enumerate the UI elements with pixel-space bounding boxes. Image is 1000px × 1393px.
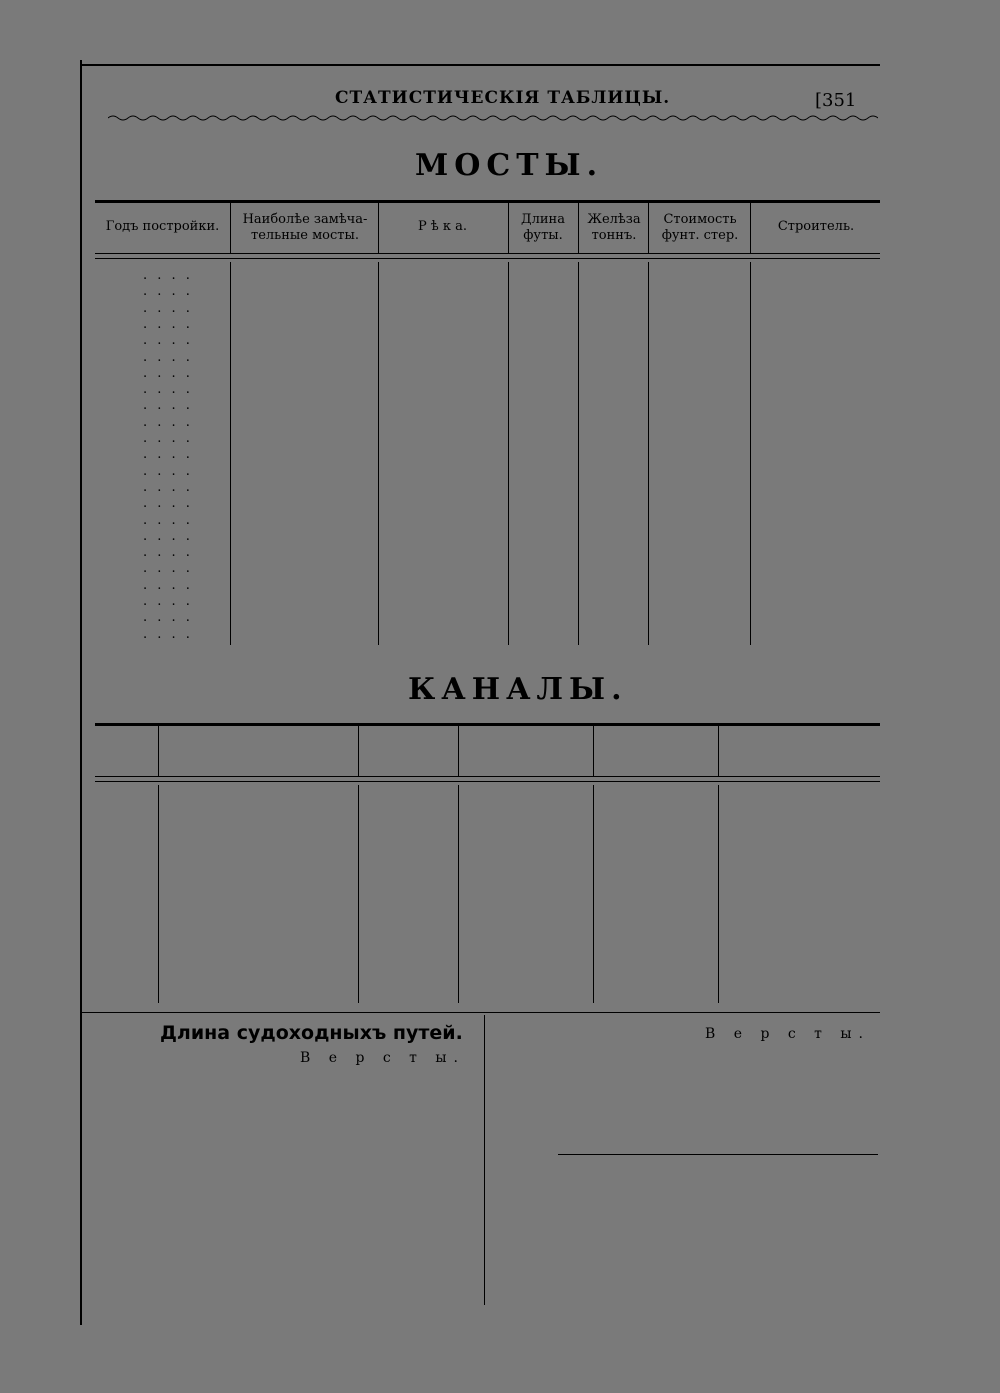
canals-header-rule-2	[95, 781, 880, 782]
canals-col-rule	[458, 726, 459, 776]
bridges-body-col-rule	[578, 262, 579, 645]
bridges-col-rule	[648, 203, 649, 253]
leader-dots: . . . .	[143, 479, 193, 495]
canals-col-rule	[158, 726, 159, 776]
bridges-body-col-rule	[378, 262, 379, 645]
waterways-title: Длина судоходныхъ путей.	[160, 1022, 463, 1044]
bridges-column-header: Наиболѣе замѣча- тельные мосты.	[242, 212, 368, 243]
waterways-versty-left: В е р с т ы.	[300, 1050, 465, 1066]
bridges-column-header: Годъ постройки.	[105, 219, 220, 234]
bridges-col-rule	[750, 203, 751, 253]
leader-dots: . . . .	[143, 349, 193, 365]
bridges-body-col-rule	[230, 262, 231, 645]
leader-dots: . . . .	[143, 382, 193, 398]
leader-dots: . . . .	[143, 284, 193, 300]
leader-dots: . . . .	[143, 333, 193, 349]
page-number: [351	[815, 90, 857, 111]
canals-body-col-rule	[718, 785, 719, 1003]
running-title: СТАТИСТИЧЕСКІЯ ТАБЛИЦЫ.	[335, 88, 671, 108]
canals-body-col-rule	[593, 785, 594, 1003]
wavy-rule	[108, 114, 878, 122]
leader-dots: . . . .	[143, 626, 193, 642]
canals-col-rule	[358, 726, 359, 776]
leader-dots: . . . .	[143, 398, 193, 414]
leader-dots: . . . .	[143, 561, 193, 577]
bridges-col-rule	[578, 203, 579, 253]
leader-dots: . . . .	[143, 594, 193, 609]
canals-body-col-rule	[458, 785, 459, 1003]
bridges-column-header: Р ѣ к а.	[418, 219, 467, 234]
bridges-title: МОСТЫ.	[415, 148, 604, 183]
bridges-column-header: Стоимость фунт. стер.	[661, 212, 739, 243]
running-header	[0, 88, 1000, 110]
leader-dots: . . . .	[143, 414, 193, 430]
canals-header-rule	[95, 776, 880, 777]
waterways-total-rule	[558, 1154, 878, 1155]
leader-dots: . . . .	[143, 577, 193, 593]
leader-dots: . . . .	[143, 512, 193, 528]
leader-dots: . . . .	[143, 431, 193, 446]
bridges-column-header: Строитель.	[777, 219, 855, 234]
leader-dots: . . . .	[143, 496, 193, 512]
leader-dots: . . . .	[143, 447, 193, 463]
waterways-divider	[484, 1015, 485, 1305]
leader-dots: . . . .	[143, 268, 193, 283]
page-top-border	[80, 64, 880, 66]
canals-body-col-rule	[358, 785, 359, 1003]
leader-dots: . . . .	[143, 316, 193, 332]
canals-body-col-rule	[158, 785, 159, 1003]
section-divider	[82, 1012, 880, 1013]
waterways-versty-right: В е р с т ы.	[705, 1026, 870, 1042]
bridges-body-col-rule	[648, 262, 649, 645]
leader-dots: . . . .	[143, 463, 193, 479]
bridges-body-col-rule	[750, 262, 751, 645]
bridges-header-rule-2	[95, 258, 880, 259]
canals-col-rule	[718, 726, 719, 776]
leader-dots: . . . .	[143, 610, 193, 626]
bridges-column-header: Длина футы.	[521, 212, 565, 243]
canals-col-rule	[593, 726, 594, 776]
page-left-border	[80, 60, 82, 1325]
bridges-top-rule	[95, 200, 880, 203]
leader-dots: . . . .	[143, 365, 193, 381]
canals-title: КАНАЛЫ.	[408, 672, 628, 707]
leader-dots: . . . .	[143, 528, 193, 544]
bridges-header-rule	[95, 253, 880, 254]
bridges-body-col-rule	[508, 262, 509, 645]
canals-top-rule	[95, 723, 880, 726]
leader-dots: . . . .	[143, 545, 193, 561]
leader-dots: . . . .	[143, 300, 193, 316]
bridges-column-header: Желѣза тоннъ.	[587, 212, 641, 243]
